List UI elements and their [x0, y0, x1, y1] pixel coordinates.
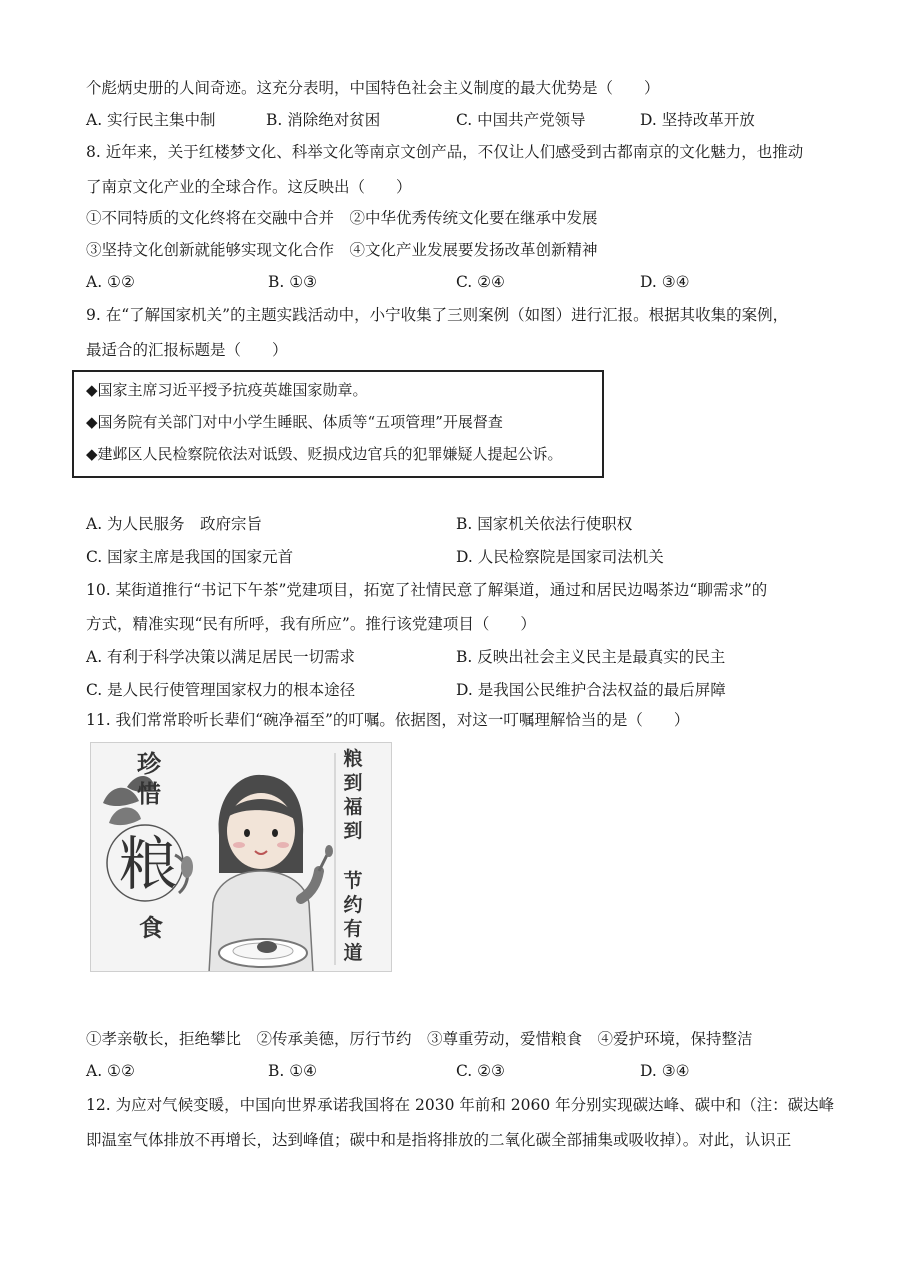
- q9-case-1: ◆国家主席习近平授予抗疫英雄国家勋章。: [86, 381, 368, 399]
- q9-case-3: ◆建邺区人民检察院依法对诋毁、贬损戍边官兵的犯罪嫌疑人提起公诉。: [86, 445, 563, 463]
- q8-statements-2: ③坚持文化创新就能够实现文化合作 ④文化产业发展要发扬改革创新精神: [86, 241, 598, 259]
- figure-slogan-2: 节 约 有 道: [343, 870, 363, 964]
- q9-stem-line1: 9. 在“了解国家机关”的主题实践活动中，小宁收集了三则案例（如图）进行汇报。根据其收集的案例，: [86, 306, 789, 324]
- q10-option-d: D. 是我国公民维护合法权益的最后屏障: [456, 681, 726, 699]
- q11-option-c: C. ②③: [456, 1062, 505, 1080]
- q8-option-b: B. ①③: [268, 273, 318, 291]
- q11-option-b: B. ①④: [268, 1062, 318, 1080]
- q12-stem-line1: 12. 为应对气候变暖，中国向世界承诺我国将在 2030 年前和 2060 年分别实现碳达峰、碳中和（注：碳达峰: [86, 1096, 835, 1114]
- q10-option-c: C. 是人民行使管理国家权力的根本途径: [86, 681, 356, 699]
- q11-illustration: [90, 742, 392, 972]
- q11-option-d: D. ③④: [640, 1062, 690, 1080]
- q11-statements: ①孝亲敬长，拒绝攀比 ②传承美德，厉行节约 ③尊重劳动，爱惜粮食 ④爱护环境，保持整洁: [86, 1030, 753, 1048]
- q10-stem-line2: 方式，精准实现“民有所呼，我有所应”。推行该党建项目（ ）: [86, 615, 536, 633]
- q10-option-a: A. 有利于科学决策以满足居民一切需求: [86, 648, 356, 666]
- q9-option-d: D. 人民检察院是国家司法机关: [456, 548, 664, 566]
- q9-option-c: C. 国家主席是我国的国家元首: [86, 548, 294, 566]
- q10-stem-line1: 10. 某街道推行“书记下午茶”党建项目，拓宽了社情民意了解渠道，通过和居民边喝茶边“聊需求”的: [86, 581, 768, 599]
- q8-option-a: A. ①②: [86, 273, 135, 291]
- q7-option-a: A. 实行民主集中制: [86, 111, 216, 129]
- q8-statements-1: ①不同特质的文化终将在交融中合并 ②中华优秀传统文化要在继承中发展: [86, 209, 598, 227]
- q8-stem-line2: 了南京文化产业的全球合作。这反映出（ ）: [86, 178, 412, 196]
- q11-option-a: A. ①②: [86, 1062, 135, 1080]
- q7-option-c: C. 中国共产党领导: [456, 111, 586, 129]
- q8-option-d: D. ③④: [640, 273, 690, 291]
- figure-title-bottom: 食: [139, 914, 163, 942]
- q8-stem-line1: 8. 近年来，关于红楼梦文化、科举文化等南京文创产品，不仅让人们感受到古都南京的文化魅力，也推动: [86, 143, 804, 161]
- q7-stem-tail: 个彪炳史册的人间奇迹。这充分表明，中国特色社会主义制度的最大优势是（ ）: [86, 79, 660, 97]
- q8-option-c: C. ②④: [456, 273, 505, 291]
- q7-option-b: B. 消除绝对贫困: [266, 111, 381, 129]
- q9-case-2: ◆国务院有关部门对中小学生睡眠、体质等“五项管理”开展督查: [86, 413, 503, 431]
- figure-title-top: 珍 惜: [137, 750, 161, 808]
- q9-case-box: [72, 370, 604, 478]
- q9-option-a: A. 为人民服务 政府宗旨: [86, 515, 263, 533]
- figure-slogan-1: 粮 到 福 到: [343, 748, 363, 842]
- q12-stem-line2: 即温室气体排放不再增长，达到峰值；碳中和是指将排放的二氧化碳全部捕集或吸收掉）。对此，认识正: [86, 1131, 792, 1149]
- q11-stem: 11. 我们常常聆听长辈们“碗净福至”的叮嘱。依据图，对这一叮嘱理解恰当的是（ ）: [86, 711, 690, 729]
- figure-title-big: 粮: [119, 830, 178, 898]
- q9-option-b: B. 国家机关依法行使职权: [456, 515, 633, 533]
- q10-option-b: B. 反映出社会主义民主是最真实的民主: [456, 648, 726, 666]
- q9-stem-line2: 最适合的汇报标题是（ ）: [86, 341, 288, 359]
- q7-option-d: D. 坚持改革开放: [640, 111, 755, 129]
